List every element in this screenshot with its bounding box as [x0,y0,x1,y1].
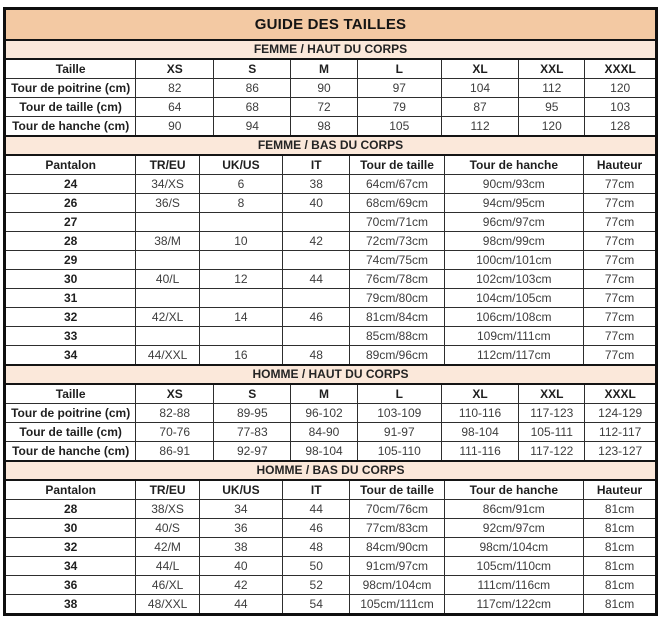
value-cell: 77cm [584,270,655,289]
value-cell: 97 [357,79,441,98]
value-cell: 64cm/67cm [350,175,444,194]
value-cell: 86cm/91cm [444,500,584,519]
value-cell: 64 [136,98,214,117]
column-header: XL [441,60,518,79]
column-header: IT [282,156,349,175]
column-header: Taille [6,60,136,79]
row-label-cell: 34 [6,557,136,576]
column-header: XXXL [585,385,655,404]
table-row [6,251,655,270]
table-row [6,423,655,442]
row-label-cell: 36 [6,576,136,595]
value-cell: 105cm/111cm [350,595,444,614]
value-cell: 46/XL [136,576,200,595]
value-cell: 12 [199,270,282,289]
row-label-cell: Tour de poitrine (cm) [6,404,136,423]
column-header: Hauteur [584,156,655,175]
size-table [6,385,655,460]
value-cell: 117cm/122cm [444,595,584,614]
table-row [6,576,655,595]
value-cell: 105 [357,117,441,136]
value-cell: 120 [519,117,585,136]
row-label-cell: 28 [6,232,136,251]
row-label-cell: 26 [6,194,136,213]
row-label-cell: 27 [6,213,136,232]
value-cell [136,251,200,270]
table-row [6,270,655,289]
column-header: XXL [519,60,585,79]
value-cell: 77cm [584,175,655,194]
table-row [6,308,655,327]
row-label-cell: 31 [6,289,136,308]
value-cell: 38/XS [136,500,200,519]
value-cell: 102cm/103cm [444,270,584,289]
value-cell: 81cm [584,576,655,595]
column-header: XXXL [585,60,655,79]
value-cell: 72cm/73cm [350,232,444,251]
value-cell: 68cm/69cm [350,194,444,213]
value-cell: 103-109 [357,404,441,423]
column-header: L [357,385,441,404]
value-cell: 44 [199,595,282,614]
value-cell: 86-91 [136,442,214,461]
value-cell: 81cm [584,538,655,557]
table-row [6,98,655,117]
value-cell: 123-127 [585,442,655,461]
table-row [6,500,655,519]
value-cell: 79cm/80cm [350,289,444,308]
value-cell: 90 [291,79,357,98]
value-cell: 76cm/78cm [350,270,444,289]
value-cell: 44 [282,270,349,289]
column-header: XS [136,60,214,79]
value-cell: 120 [585,79,655,98]
column-header: XS [136,385,214,404]
column-header: S [214,385,291,404]
value-cell: 34 [199,500,282,519]
value-cell: 77cm [584,308,655,327]
value-cell: 111-116 [441,442,518,461]
column-header: Hauteur [584,481,655,500]
value-cell: 48 [282,346,349,365]
value-cell: 96cm/97cm [444,213,584,232]
value-cell [199,327,282,346]
size-guide [3,7,658,616]
row-label-cell: Tour de poitrine (cm) [6,79,136,98]
value-cell: 94 [214,117,291,136]
table-row [6,519,655,538]
table-row [6,595,655,614]
column-header: XL [441,385,518,404]
column-header: Tour de hanche [444,481,584,500]
value-cell: 77cm [584,346,655,365]
row-label-cell: 28 [6,500,136,519]
value-cell: 44 [282,500,349,519]
value-cell: 34/XS [136,175,200,194]
value-cell: 112-117 [585,423,655,442]
value-cell: 70-76 [136,423,214,442]
section-heading: HOMME / BAS DU CORPS [6,460,655,481]
value-cell [199,289,282,308]
table-row [6,327,655,346]
value-cell: 81cm [584,519,655,538]
value-cell: 81cm/84cm [350,308,444,327]
table-row [6,442,655,461]
section-heading: FEMME / BAS DU CORPS [6,135,655,156]
value-cell: 77cm [584,289,655,308]
row-label-cell: 34 [6,346,136,365]
value-cell: 77cm/83cm [350,519,444,538]
row-label-cell: 38 [6,595,136,614]
column-header: IT [282,481,349,500]
row-label-cell: Tour de taille (cm) [6,423,136,442]
value-cell: 42 [282,232,349,251]
value-cell: 79 [357,98,441,117]
value-cell: 91-97 [357,423,441,442]
column-header: Pantalon [6,156,136,175]
column-header: Taille [6,385,136,404]
value-cell: 68 [214,98,291,117]
value-cell: 77cm [584,213,655,232]
table-row [6,117,655,136]
table-row [6,538,655,557]
value-cell: 111cm/116cm [444,576,584,595]
value-cell: 77cm [584,232,655,251]
value-cell [282,251,349,270]
value-cell: 124-129 [585,404,655,423]
value-cell: 92cm/97cm [444,519,584,538]
column-header-row [6,481,655,500]
value-cell: 77-83 [214,423,291,442]
value-cell: 44/XXL [136,346,200,365]
value-cell: 48/XXL [136,595,200,614]
column-header: TR/EU [136,156,200,175]
column-header: XXL [519,385,585,404]
value-cell: 81cm [584,500,655,519]
value-cell: 117-123 [519,404,585,423]
row-label-cell: 29 [6,251,136,270]
value-cell: 85cm/88cm [350,327,444,346]
value-cell: 77cm [584,194,655,213]
value-cell: 90 [136,117,214,136]
value-cell: 36/S [136,194,200,213]
value-cell [282,289,349,308]
table-row [6,404,655,423]
value-cell: 70cm/71cm [350,213,444,232]
value-cell: 128 [585,117,655,136]
column-header: M [291,60,357,79]
value-cell: 95 [519,98,585,117]
value-cell: 42/XL [136,308,200,327]
value-cell: 100cm/101cm [444,251,584,270]
size-guide-sections [6,39,655,613]
value-cell: 82-88 [136,404,214,423]
value-cell: 46 [282,308,349,327]
value-cell: 87 [441,98,518,117]
value-cell: 42/M [136,538,200,557]
row-label-cell: Tour de hanche (cm) [6,442,136,461]
size-table [6,60,655,135]
column-header: UK/US [199,481,282,500]
column-header: L [357,60,441,79]
value-cell: 81cm [584,595,655,614]
value-cell [282,327,349,346]
value-cell: 40 [282,194,349,213]
value-cell: 110-116 [441,404,518,423]
value-cell: 54 [282,595,349,614]
value-cell [136,327,200,346]
row-label-cell: 32 [6,308,136,327]
value-cell: 103 [585,98,655,117]
value-cell: 84-90 [291,423,357,442]
value-cell: 96-102 [291,404,357,423]
column-header: UK/US [199,156,282,175]
value-cell: 104 [441,79,518,98]
value-cell [282,213,349,232]
section-heading: HOMME / HAUT DU CORPS [6,364,655,385]
table-row [6,232,655,251]
column-header-row [6,60,655,79]
column-header: Tour de taille [350,481,444,500]
value-cell [136,289,200,308]
value-cell: 89cm/96cm [350,346,444,365]
column-header: S [214,60,291,79]
value-cell: 40/S [136,519,200,538]
value-cell: 104cm/105cm [444,289,584,308]
value-cell [136,213,200,232]
value-cell: 38/M [136,232,200,251]
value-cell: 98 [291,117,357,136]
row-label-cell: 24 [6,175,136,194]
table-row [6,346,655,365]
column-header: M [291,385,357,404]
row-label-cell: Tour de hanche (cm) [6,117,136,136]
value-cell: 84cm/90cm [350,538,444,557]
value-cell: 106cm/108cm [444,308,584,327]
value-cell: 105-110 [357,442,441,461]
value-cell: 109cm/111cm [444,327,584,346]
value-cell: 36 [199,519,282,538]
value-cell: 16 [199,346,282,365]
table-row [6,79,655,98]
value-cell: 98-104 [291,442,357,461]
value-cell: 52 [282,576,349,595]
value-cell: 14 [199,308,282,327]
value-cell: 72 [291,98,357,117]
size-table [6,481,655,613]
value-cell: 105-111 [519,423,585,442]
row-label-cell: 30 [6,519,136,538]
table-row [6,557,655,576]
value-cell: 74cm/75cm [350,251,444,270]
table-row [6,175,655,194]
value-cell: 98cm/104cm [444,538,584,557]
value-cell: 117-122 [519,442,585,461]
section-heading: FEMME / HAUT DU CORPS [6,39,655,60]
table-row [6,213,655,232]
value-cell: 77cm [584,251,655,270]
column-header-row [6,156,655,175]
column-header: Tour de taille [350,156,444,175]
value-cell: 10 [199,232,282,251]
column-header-row [6,385,655,404]
column-header: Tour de hanche [444,156,584,175]
value-cell: 112cm/117cm [444,346,584,365]
value-cell: 38 [199,538,282,557]
value-cell: 89-95 [214,404,291,423]
value-cell: 40/L [136,270,200,289]
size-table [6,156,655,364]
value-cell: 82 [136,79,214,98]
table-row [6,289,655,308]
value-cell: 94cm/95cm [444,194,584,213]
value-cell: 112 [519,79,585,98]
value-cell: 81cm [584,557,655,576]
value-cell: 70cm/76cm [350,500,444,519]
value-cell: 90cm/93cm [444,175,584,194]
value-cell: 112 [441,117,518,136]
value-cell: 86 [214,79,291,98]
value-cell: 91cm/97cm [350,557,444,576]
value-cell: 98cm/99cm [444,232,584,251]
value-cell: 77cm [584,327,655,346]
value-cell: 46 [282,519,349,538]
table-row [6,194,655,213]
value-cell: 44/L [136,557,200,576]
row-label-cell: 33 [6,327,136,346]
value-cell: 105cm/110cm [444,557,584,576]
value-cell: 98cm/104cm [350,576,444,595]
value-cell: 48 [282,538,349,557]
value-cell: 6 [199,175,282,194]
row-label-cell: 30 [6,270,136,289]
column-header: TR/EU [136,481,200,500]
value-cell: 8 [199,194,282,213]
page-title: GUIDE DES TAILLES [6,10,655,39]
value-cell: 50 [282,557,349,576]
value-cell [199,251,282,270]
row-label-cell: Tour de taille (cm) [6,98,136,117]
value-cell [199,213,282,232]
value-cell: 38 [282,175,349,194]
value-cell: 42 [199,576,282,595]
row-label-cell: 32 [6,538,136,557]
value-cell: 40 [199,557,282,576]
column-header: Pantalon [6,481,136,500]
value-cell: 98-104 [441,423,518,442]
value-cell: 92-97 [214,442,291,461]
